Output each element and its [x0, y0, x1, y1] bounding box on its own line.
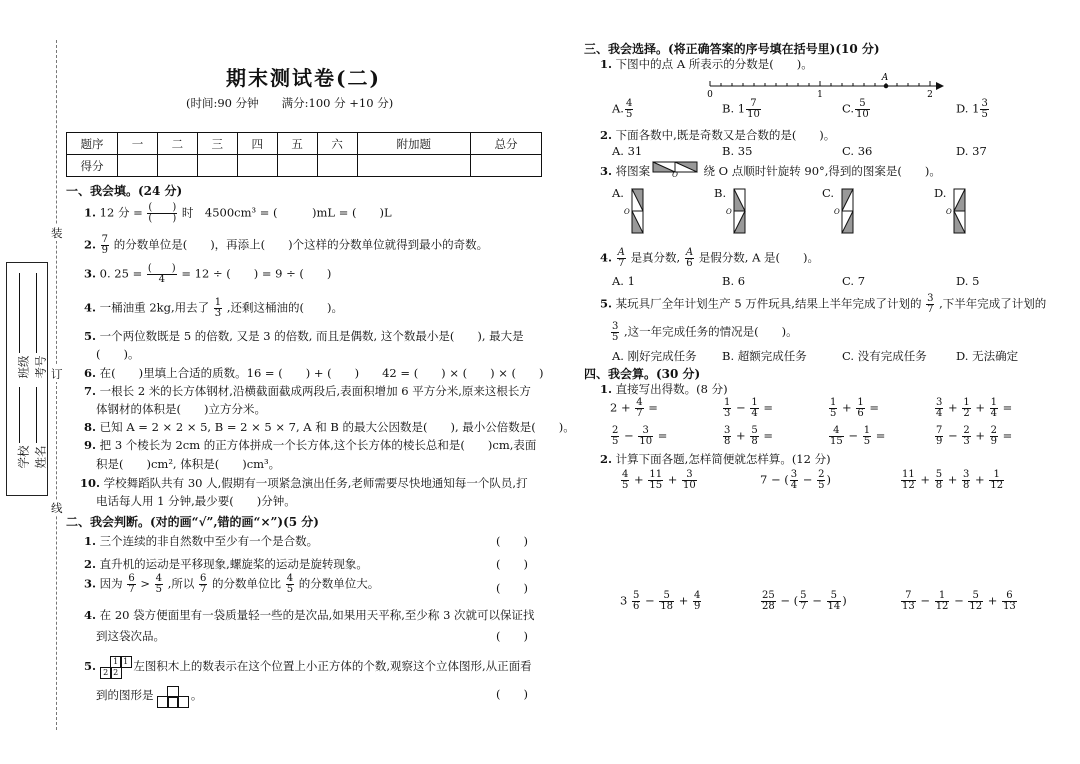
tick-label: 1 — [817, 90, 823, 98]
table-header: 二 — [157, 133, 197, 155]
question-number: 2. — [600, 128, 613, 142]
option-a[interactable]: A. $\frac{4}{5}$ — [612, 98, 633, 120]
option-d-figure — [946, 188, 968, 236]
question-text: 直升机的运动是平移现象,螺旋桨的运动是旋转现象。 — [99, 557, 368, 571]
question-text: 的分数单位是( )，再添上( )个这样的分数单位就得到最小的奇数。 — [113, 237, 489, 252]
svg-text:O: O — [726, 208, 732, 216]
block-cell: 2 — [110, 667, 122, 679]
fraction: $\frac{6}{7}$ — [200, 573, 207, 595]
score-cell[interactable] — [237, 155, 277, 177]
svg-text:O: O — [624, 208, 630, 216]
question-1-3 — [84, 264, 331, 285]
option-a[interactable]: A. 刚好完成任务 — [612, 349, 697, 363]
score-cell[interactable] — [277, 155, 317, 177]
question-1-10-cont: 电话每人用 1 分钟,最少要( )分钟。 — [96, 494, 296, 508]
class-field[interactable] — [19, 273, 20, 353]
fraction-blank[interactable]: ( ) ( ) — [148, 202, 177, 224]
question-number: 5. — [84, 329, 97, 343]
option-c[interactable]: C. $\frac{5}{10}$ — [842, 98, 869, 120]
question-text: 下图中的点 A 所表示的分数是( )。 — [615, 57, 813, 71]
question-4-2 — [600, 451, 831, 467]
question-text: ,所以 — [167, 576, 195, 591]
table-header: 五 — [277, 133, 317, 155]
calc-item: $\frac{11}{12}$ + $\frac{5}{8}$ + $\frac{3}{8}$ + $\frac{1}{12}$ — [902, 469, 1004, 491]
question-text: 直接写出得数。(8 分) — [615, 382, 728, 396]
answer-paren[interactable]: ( ) — [496, 629, 528, 643]
answer-paren[interactable]: ( ) — [496, 557, 528, 571]
score-cell[interactable] — [118, 155, 158, 177]
score-cell[interactable] — [157, 155, 197, 177]
section-3-heading: 三、我会选择。(将正确答案的序号填在括号里)(10 分) — [584, 42, 880, 56]
option-b-figure — [726, 188, 748, 236]
table-header: 总分 — [471, 133, 542, 155]
question-number: 4. — [84, 608, 97, 622]
question-text: 到的图形是 — [96, 688, 154, 702]
section-2-heading: 二、我会判断。(对的画“√”,错的画“×”)(5 分) — [66, 515, 319, 529]
question-text: 是真分数, — [630, 250, 681, 265]
question-1-10 — [80, 475, 528, 491]
question-number: 2. — [600, 452, 613, 466]
question-text: 三个连续的非自然数中至少有一个是合数。 — [99, 534, 319, 548]
exam-number-field[interactable] — [36, 273, 37, 353]
pivot-label: O — [672, 171, 678, 177]
question-text: 绕 O 点顺时针旋转 90°,得到的图案是( )。 — [703, 164, 941, 178]
point-a — [884, 84, 888, 88]
binding-mark: 装 — [51, 226, 63, 240]
question-text: 是假分数, A 是( )。 — [698, 250, 820, 265]
fraction: $\frac{4}{5}$ — [286, 573, 294, 595]
question-number: 2. — [84, 237, 97, 252]
question-2-3 — [84, 574, 379, 595]
option-b[interactable]: B. 6 — [722, 274, 746, 288]
pattern-figure — [652, 159, 700, 177]
question-1-5-cont: ( )。 — [96, 347, 140, 361]
block-cell: 1 — [120, 656, 132, 668]
option-a[interactable]: A. 1 — [612, 274, 635, 288]
fraction: $\frac{6}{7}$ — [128, 573, 135, 595]
school-field[interactable] — [19, 387, 20, 443]
calc-item: $\frac{7}{13}$ − $\frac{1}{12}$ − $\frac{5}{12}$ + $\frac{6}{13}$ — [902, 590, 1016, 612]
question-number: 1. — [600, 382, 613, 396]
tick-label: 0 — [707, 90, 713, 98]
calc-item: $\frac{1}{5}$ + $\frac{1}{6}$ = — [830, 397, 879, 419]
question-3-2 — [600, 127, 835, 143]
question-1-5 — [84, 328, 524, 344]
option-c-figure — [834, 188, 856, 236]
question-text: 因为 — [99, 576, 123, 591]
question-number: 4. — [600, 250, 613, 265]
question-number: 8. — [84, 420, 97, 434]
tick-label: 2 — [927, 90, 933, 98]
question-text: ,这一年完成任务的情况是( )。 — [624, 324, 798, 339]
fraction-blank[interactable]: ( ) 4 — [147, 263, 176, 285]
option-c[interactable]: C. 7 — [842, 274, 866, 288]
option-d[interactable]: D. 5 — [956, 274, 980, 288]
option-a[interactable]: A. 31 — [612, 144, 643, 158]
answer-paren[interactable]: ( ) — [496, 581, 528, 595]
table-header: 三 — [197, 133, 237, 155]
question-number: 4. — [84, 300, 97, 315]
question-1-7 — [84, 383, 531, 399]
question-text: 把 3 个棱长为 2cm 的正方体拼成一个长方体,这个长方体的棱长总和是( )cm,表面 — [99, 438, 537, 452]
name-field[interactable] — [36, 387, 37, 443]
svg-text:O: O — [834, 208, 840, 216]
calc-item: $\frac{4}{5}$ + $\frac{11}{15}$ + $\frac{3}{10}$ — [622, 469, 696, 491]
question-1-2 — [84, 235, 488, 256]
question-text: 在( )里填上合适的质数。16 = ( ) + ( ) 42 = ( ) × ( ) × ( ) — [99, 366, 544, 380]
exam-info: (时间:90 分钟 满分:100 分 +10 分) — [186, 96, 394, 110]
calc-item: $\frac{25}{28}$ − ( $\frac{5}{7}$ − $\frac{5}{14}$ ) — [762, 590, 847, 612]
calc-item: 7 − ( $\frac{3}{4}$ − $\frac{2}{5}$ ) — [760, 469, 831, 491]
question-text: 的分数单位大。 — [298, 576, 380, 591]
section-4-heading: 四、我会算。(30 分) — [584, 367, 701, 381]
question-4-1 — [600, 381, 728, 397]
block-view-figure — [100, 656, 130, 678]
option-b[interactable]: B. 35 — [722, 144, 753, 158]
option-b[interactable]: B. — [714, 186, 727, 200]
section-1-heading: 一、我会填。(24 分) — [66, 184, 183, 198]
question-text: 一根长 2 米的长方体钢材,沿横截面截成两段后,表面积增加 6 平方分米,原来这根长方 — [99, 384, 531, 398]
question-text: ,还剩这桶油的( )。 — [226, 300, 343, 315]
fraction: $\frac{7}{9}$ — [101, 234, 109, 256]
answer-paren[interactable]: ( ) — [496, 534, 528, 548]
question-text: > — [140, 576, 150, 591]
table-header: 四 — [237, 133, 277, 155]
question-number: 5. — [84, 659, 97, 673]
fraction: $\frac{4}{5}$ — [155, 573, 163, 595]
option-c[interactable]: C. 36 — [842, 144, 873, 158]
question-1-8 — [84, 419, 575, 435]
table-header: 六 — [317, 133, 357, 155]
number-line — [704, 70, 944, 98]
question-2-2 — [84, 556, 368, 572]
score-cell[interactable] — [357, 155, 470, 177]
option-d[interactable]: D. 1 $\frac{3}{5}$ — [956, 98, 988, 120]
question-1-9-cont: 积是( )cm², 体积是( )cm³。 — [96, 457, 281, 471]
block-cell: 2 — [100, 667, 112, 679]
table-header: 题序 — [67, 133, 118, 155]
question-number: 5. — [600, 296, 613, 311]
option-d[interactable]: D. — [934, 186, 947, 200]
question-1-9 — [84, 437, 536, 453]
binding-mark: 线 — [51, 501, 63, 515]
question-number: 3. — [84, 576, 97, 591]
question-number: 1. — [600, 57, 613, 71]
option-b[interactable]: B. 1 $\frac{7}{10}$ — [722, 98, 760, 120]
question-3-5-cont — [610, 322, 798, 343]
fraction: $\frac{3}{5}$ — [612, 321, 619, 343]
question-2-5-cont — [96, 686, 202, 706]
question-1-6 — [84, 365, 544, 381]
question-number: 1. — [84, 534, 97, 548]
calc-item: $\frac{3}{8}$ + $\frac{5}{8}$ = — [724, 425, 773, 447]
question-2-4 — [84, 607, 535, 623]
student-info-box — [6, 262, 48, 496]
question-text: 学校舞蹈队共有 30 人,假期有一项紧急演出任务,老师需要尽快地通知每一个队员,打 — [103, 476, 528, 490]
score-cell[interactable] — [317, 155, 357, 177]
svg-text:O: O — [946, 208, 952, 216]
question-3-5 — [600, 294, 1046, 315]
question-1-1 — [84, 203, 392, 224]
calc-item: 2 + $\frac{4}{7}$ = — [610, 397, 658, 419]
question-text: ,下半年完成了计划的 — [939, 296, 1047, 311]
question-2-4-cont: 到这袋次品。 — [96, 629, 165, 643]
question-1-7-cont: 体钢材的体积是( )立方分米。 — [96, 402, 266, 416]
question-text: 某玩具厂全年计划生产 5 万件玩具,结果上半年完成了计划的 — [615, 296, 922, 311]
option-b[interactable]: B. 超额完成任务 — [722, 349, 807, 363]
question-number: 9. — [84, 438, 97, 452]
question-text: 。 — [190, 688, 203, 702]
question-text: = 12 ÷ ( ) = 9 ÷ ( ) — [181, 266, 332, 281]
score-row-label: 得分 — [67, 155, 118, 177]
question-text: 将图案 — [615, 164, 651, 178]
option-d[interactable]: D. 37 — [956, 144, 987, 158]
question-text: 的分数单位比 — [212, 576, 282, 591]
fraction: $\frac{A}{6}$ — [685, 247, 694, 269]
question-number: 1. — [84, 205, 97, 220]
fraction: $\frac{A}{7}$ — [617, 247, 625, 269]
question-number: 6. — [84, 366, 97, 380]
question-1-4 — [84, 298, 343, 319]
score-cell[interactable] — [471, 155, 542, 177]
option-c[interactable]: C. — [822, 186, 835, 200]
question-text: 一个两位数既是 5 的倍数, 又是 3 的倍数, 而且是偶数, 这个数最小是( ), 最大是 — [99, 329, 524, 343]
front-view-figure — [157, 686, 187, 706]
exam-number-label: 考号 — [33, 355, 48, 379]
calc-item: $\frac{1}{3}$ − $\frac{1}{4}$ = — [724, 397, 773, 419]
point-a-label: A — [881, 73, 889, 83]
question-text: 下面各数中,既是奇数又是合数的是( )。 — [615, 128, 836, 142]
name-label: 姓名 — [33, 445, 48, 469]
option-a-figure — [624, 188, 646, 236]
binding-mark: 订 — [51, 367, 63, 381]
question-number: 10. — [80, 476, 101, 490]
calc-item: $\frac{3}{4}$ + $\frac{1}{2}$ + $\frac{1}{4}$ = — [936, 397, 1013, 419]
question-number: 3. — [84, 266, 97, 281]
calc-item: 3 $\frac{5}{6}$ − $\frac{5}{18}$ + $\frac{4}{9}$ — [620, 590, 701, 612]
calc-item: $\frac{4}{15}$ − $\frac{1}{5}$ = — [830, 425, 886, 447]
binding-line — [56, 40, 57, 730]
question-text: 时 4500cm³ = ( )mL = ( )L — [181, 205, 392, 220]
page-title: 期末测试卷(二) — [226, 66, 381, 90]
question-2-5 — [84, 656, 532, 678]
question-text: 左图积木上的数表示在这个位置上小正方体的个数,观察这个立体图形,从正面看 — [133, 659, 532, 673]
question-number: 3. — [600, 164, 613, 178]
question-text: 12 分 = — [99, 205, 143, 220]
question-2-1 — [84, 533, 318, 549]
school-label: 学校 — [16, 445, 31, 469]
answer-paren[interactable]: ( ) — [496, 687, 528, 701]
calc-item: $\frac{2}{5}$ − $\frac{3}{10}$ = — [612, 425, 668, 447]
question-3-4 — [600, 248, 819, 269]
question-text: 已知 A = 2 × 2 × 5, B = 2 × 5 × 7, A 和 B 的最大公因数是( ), 最小公倍数是( )。 — [99, 420, 575, 434]
question-number: 2. — [84, 557, 97, 571]
table-header: 附加题 — [357, 133, 470, 155]
fraction: $\frac{1}{3}$ — [214, 297, 222, 319]
question-text: 一桶油重 2kg,用去了 — [99, 300, 210, 315]
question-text: 计算下面各题,怎样简便就怎样算。(12 分) — [615, 452, 831, 466]
option-c[interactable]: C. 没有完成任务 — [842, 349, 927, 363]
calc-item: $\frac{7}{9}$ − $\frac{2}{3}$ + $\frac{2}{9}$ = — [936, 425, 1013, 447]
table-header: 一 — [118, 133, 158, 155]
class-label: 班级 — [16, 355, 31, 379]
score-cell[interactable] — [197, 155, 237, 177]
score-table — [66, 132, 542, 177]
question-text: 0. 25 = — [99, 266, 143, 281]
block-cell: 1 — [110, 656, 122, 668]
option-d[interactable]: D. 无法确定 — [956, 349, 1019, 363]
option-a[interactable]: A. — [612, 186, 624, 200]
question-text: 在 20 袋方便面里有一袋质量轻一些的是次品,如果用天平称,至少称 3 次就可以保证找 — [99, 608, 535, 622]
fraction: $\frac{3}{7}$ — [927, 293, 934, 315]
question-number: 7. — [84, 384, 97, 398]
